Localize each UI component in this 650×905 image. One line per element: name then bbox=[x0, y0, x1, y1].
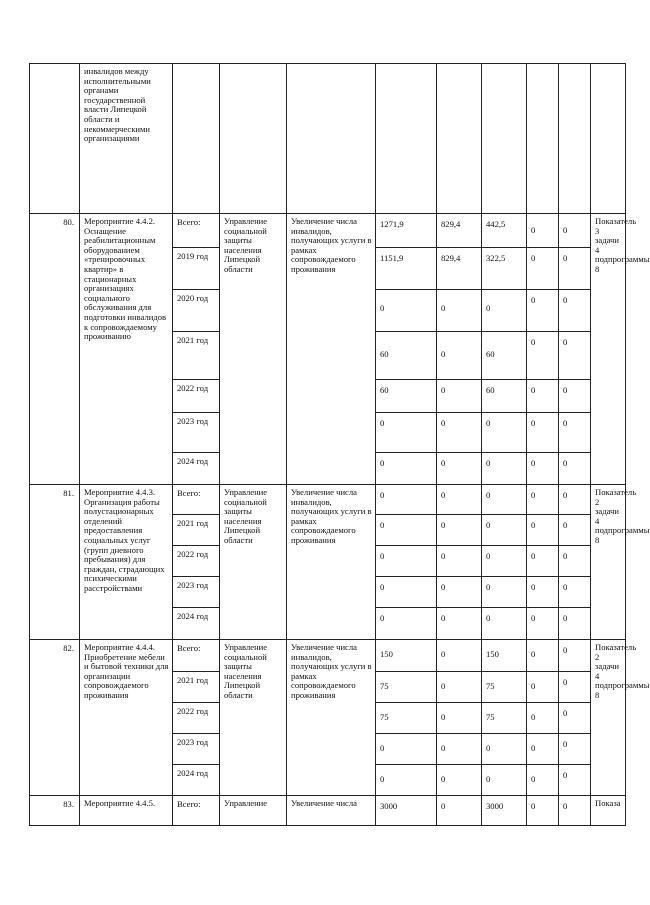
value-federal: 0 bbox=[437, 515, 482, 546]
value-regional: 60 bbox=[482, 380, 527, 413]
indicator: Показатель 2 задачи 4 подпрограммы 8 bbox=[591, 640, 626, 796]
activities-table bbox=[29, 63, 650, 826]
executor: Управление социальной защиты населения Липецкой области bbox=[220, 485, 287, 640]
expected-result: Увеличение числа инвалидов, получающих услуги в рамках сопровождаемого проживания bbox=[287, 640, 376, 796]
value-federal: 0 bbox=[437, 608, 482, 640]
expected-result: Увеличение числа bbox=[287, 796, 376, 826]
indicator: Показатель 3 задачи 4 подпрограммы 8 bbox=[591, 214, 626, 485]
value-regional: 0 bbox=[482, 413, 527, 453]
value-local: 0 bbox=[527, 413, 559, 453]
value-regional: 150 bbox=[482, 640, 527, 672]
value-regional: 0 bbox=[482, 515, 527, 546]
value-federal: 829,4 bbox=[437, 214, 482, 248]
expected-result: Увеличение числа инвалидов, получающих услуги в рамках сопровождаемого проживания bbox=[287, 485, 376, 640]
value-other: 0 bbox=[559, 796, 591, 826]
year-label: 2023 год bbox=[173, 734, 220, 765]
event-description: Мероприятие 4.4.2. Оснащение реабилитационным оборудованием «тренировочных квартир» в стационарных организациях социального обслуживания для подготовки инвалидов к сопровождаемому проживанию bbox=[80, 214, 173, 485]
event-description: Мероприятие 4.4.3. Организация работы полустационарных отделений предоставления социальных услуг (групп дневного пребывания) для граждан, страдающих психическими расстройствами bbox=[80, 485, 173, 640]
year-label: 2024 год bbox=[173, 608, 220, 640]
value-local: 0 bbox=[527, 515, 559, 546]
value-total: 0 bbox=[376, 485, 437, 515]
value-local: 0 bbox=[527, 672, 559, 703]
value-other: 0 bbox=[559, 413, 591, 453]
row-number: 83. bbox=[30, 796, 80, 826]
value-federal: 0 bbox=[437, 485, 482, 515]
value-regional: 75 bbox=[482, 672, 527, 703]
cell-event: инвалидов между исполнительными органами государственной власти Липецкой области и некоммерческими организациями bbox=[80, 64, 173, 214]
value-federal: 0 bbox=[437, 703, 482, 734]
row-number: 81. bbox=[30, 485, 80, 640]
value-local: 0 bbox=[527, 640, 559, 672]
value-other: 0 bbox=[559, 608, 591, 640]
year-label: Всего: bbox=[173, 640, 220, 672]
value-regional: 0 bbox=[482, 485, 527, 515]
value-local: 0 bbox=[527, 214, 559, 248]
value-local: 0 bbox=[527, 453, 559, 485]
value-local: 0 bbox=[527, 703, 559, 734]
table-row bbox=[30, 485, 626, 515]
value-other: 0 bbox=[559, 703, 591, 734]
value-total: 1151,9 bbox=[376, 248, 437, 290]
value-total: 0 bbox=[376, 734, 437, 765]
value-total: 0 bbox=[376, 290, 437, 332]
value-other: 0 bbox=[559, 765, 591, 796]
value-regional: 0 bbox=[482, 608, 527, 640]
executor: Управление социальной защиты населения Липецкой области bbox=[220, 640, 287, 796]
value-federal: 0 bbox=[437, 672, 482, 703]
value-total: 0 bbox=[376, 608, 437, 640]
value-federal: 0 bbox=[437, 765, 482, 796]
value-other: 0 bbox=[559, 577, 591, 608]
value-total: 75 bbox=[376, 672, 437, 703]
value-local: 0 bbox=[527, 380, 559, 413]
value-regional: 0 bbox=[482, 734, 527, 765]
value-total: 75 bbox=[376, 703, 437, 734]
year-label: 2021 год bbox=[173, 672, 220, 703]
value-total: 1271,9 bbox=[376, 214, 437, 248]
year-label: 2021 год bbox=[173, 332, 220, 380]
indicator: Показа bbox=[591, 796, 626, 826]
row-number: 82. bbox=[30, 640, 80, 796]
value-other: 0 bbox=[559, 672, 591, 703]
value-federal: 0 bbox=[437, 734, 482, 765]
value-total: 0 bbox=[376, 453, 437, 485]
value-federal: 0 bbox=[437, 290, 482, 332]
row-number: 80. bbox=[30, 214, 80, 485]
value-total: 60 bbox=[376, 380, 437, 413]
year-label: 2020 год bbox=[173, 290, 220, 332]
year-label: 2023 год bbox=[173, 577, 220, 608]
value-federal: 0 bbox=[437, 380, 482, 413]
event-description: Мероприятие 4.4.4. Приобретение мебели и бытовой техники для организации сопровождаемого проживания bbox=[80, 640, 173, 796]
executor: Управление социальной защиты населения Липецкой области bbox=[220, 214, 287, 485]
value-regional: 0 bbox=[482, 290, 527, 332]
value-local: 0 bbox=[527, 796, 559, 826]
value-regional: 3000 bbox=[482, 796, 527, 826]
value-local: 0 bbox=[527, 546, 559, 577]
value-other: 0 bbox=[559, 290, 591, 332]
value-total: 150 bbox=[376, 640, 437, 672]
year-label: 2022 год bbox=[173, 703, 220, 734]
value-other: 0 bbox=[559, 546, 591, 577]
value-federal: 829,4 bbox=[437, 248, 482, 290]
value-total: 60 bbox=[376, 332, 437, 380]
value-other: 0 bbox=[559, 734, 591, 765]
value-federal: 0 bbox=[437, 640, 482, 672]
value-other: 0 bbox=[559, 453, 591, 485]
value-local: 0 bbox=[527, 485, 559, 515]
event-description: Мероприятие 4.4.5. bbox=[80, 796, 173, 826]
value-local: 0 bbox=[527, 608, 559, 640]
year-label: Всего: bbox=[173, 214, 220, 248]
value-federal: 0 bbox=[437, 577, 482, 608]
table-row bbox=[30, 214, 626, 248]
value-regional: 0 bbox=[482, 546, 527, 577]
value-local: 0 bbox=[527, 577, 559, 608]
year-label: 2021 год bbox=[173, 515, 220, 546]
value-regional: 0 bbox=[482, 453, 527, 485]
value-local: 0 bbox=[527, 248, 559, 290]
value-other: 0 bbox=[559, 248, 591, 290]
value-regional: 442,5 bbox=[482, 214, 527, 248]
value-other: 0 bbox=[559, 515, 591, 546]
table-row bbox=[30, 64, 626, 214]
value-regional: 60 bbox=[482, 332, 527, 380]
indicator: Показатель 2 задачи 4 подпрограммы 8 bbox=[591, 485, 626, 640]
value-local: 0 bbox=[527, 734, 559, 765]
value-total: 3000 bbox=[376, 796, 437, 826]
value-federal: 0 bbox=[437, 332, 482, 380]
value-total: 0 bbox=[376, 577, 437, 608]
value-other: 0 bbox=[559, 485, 591, 515]
value-total: 0 bbox=[376, 515, 437, 546]
expected-result: Увеличение числа инвалидов, получающих услуги в рамках сопровождаемого проживания bbox=[287, 214, 376, 485]
value-federal: 0 bbox=[437, 413, 482, 453]
value-local: 0 bbox=[527, 765, 559, 796]
value-local: 0 bbox=[527, 332, 559, 380]
value-other: 0 bbox=[559, 380, 591, 413]
year-label: 2019 год bbox=[173, 248, 220, 290]
year-label: 2023 год bbox=[173, 413, 220, 453]
value-total: 0 bbox=[376, 413, 437, 453]
value-regional: 75 bbox=[482, 703, 527, 734]
value-other: 0 bbox=[559, 332, 591, 380]
year-label: 2022 год bbox=[173, 380, 220, 413]
year-label: 2024 год bbox=[173, 765, 220, 796]
year-label: Всего: bbox=[173, 485, 220, 515]
value-other: 0 bbox=[559, 214, 591, 248]
value-federal: 0 bbox=[437, 796, 482, 826]
value-total: 0 bbox=[376, 765, 437, 796]
value-federal: 0 bbox=[437, 546, 482, 577]
table-row bbox=[30, 796, 626, 826]
value-other: 0 bbox=[559, 640, 591, 672]
cell-num bbox=[30, 64, 80, 214]
value-federal: 0 bbox=[437, 453, 482, 485]
year-label: 2024 год bbox=[173, 453, 220, 485]
value-total: 0 bbox=[376, 546, 437, 577]
value-regional: 0 bbox=[482, 577, 527, 608]
table-row bbox=[30, 640, 626, 672]
value-local: 0 bbox=[527, 290, 559, 332]
value-regional: 0 bbox=[482, 765, 527, 796]
value-regional: 322,5 bbox=[482, 248, 527, 290]
year-label: Всего: bbox=[173, 796, 220, 826]
year-label: 2022 год bbox=[173, 546, 220, 577]
executor: Управление bbox=[220, 796, 287, 826]
